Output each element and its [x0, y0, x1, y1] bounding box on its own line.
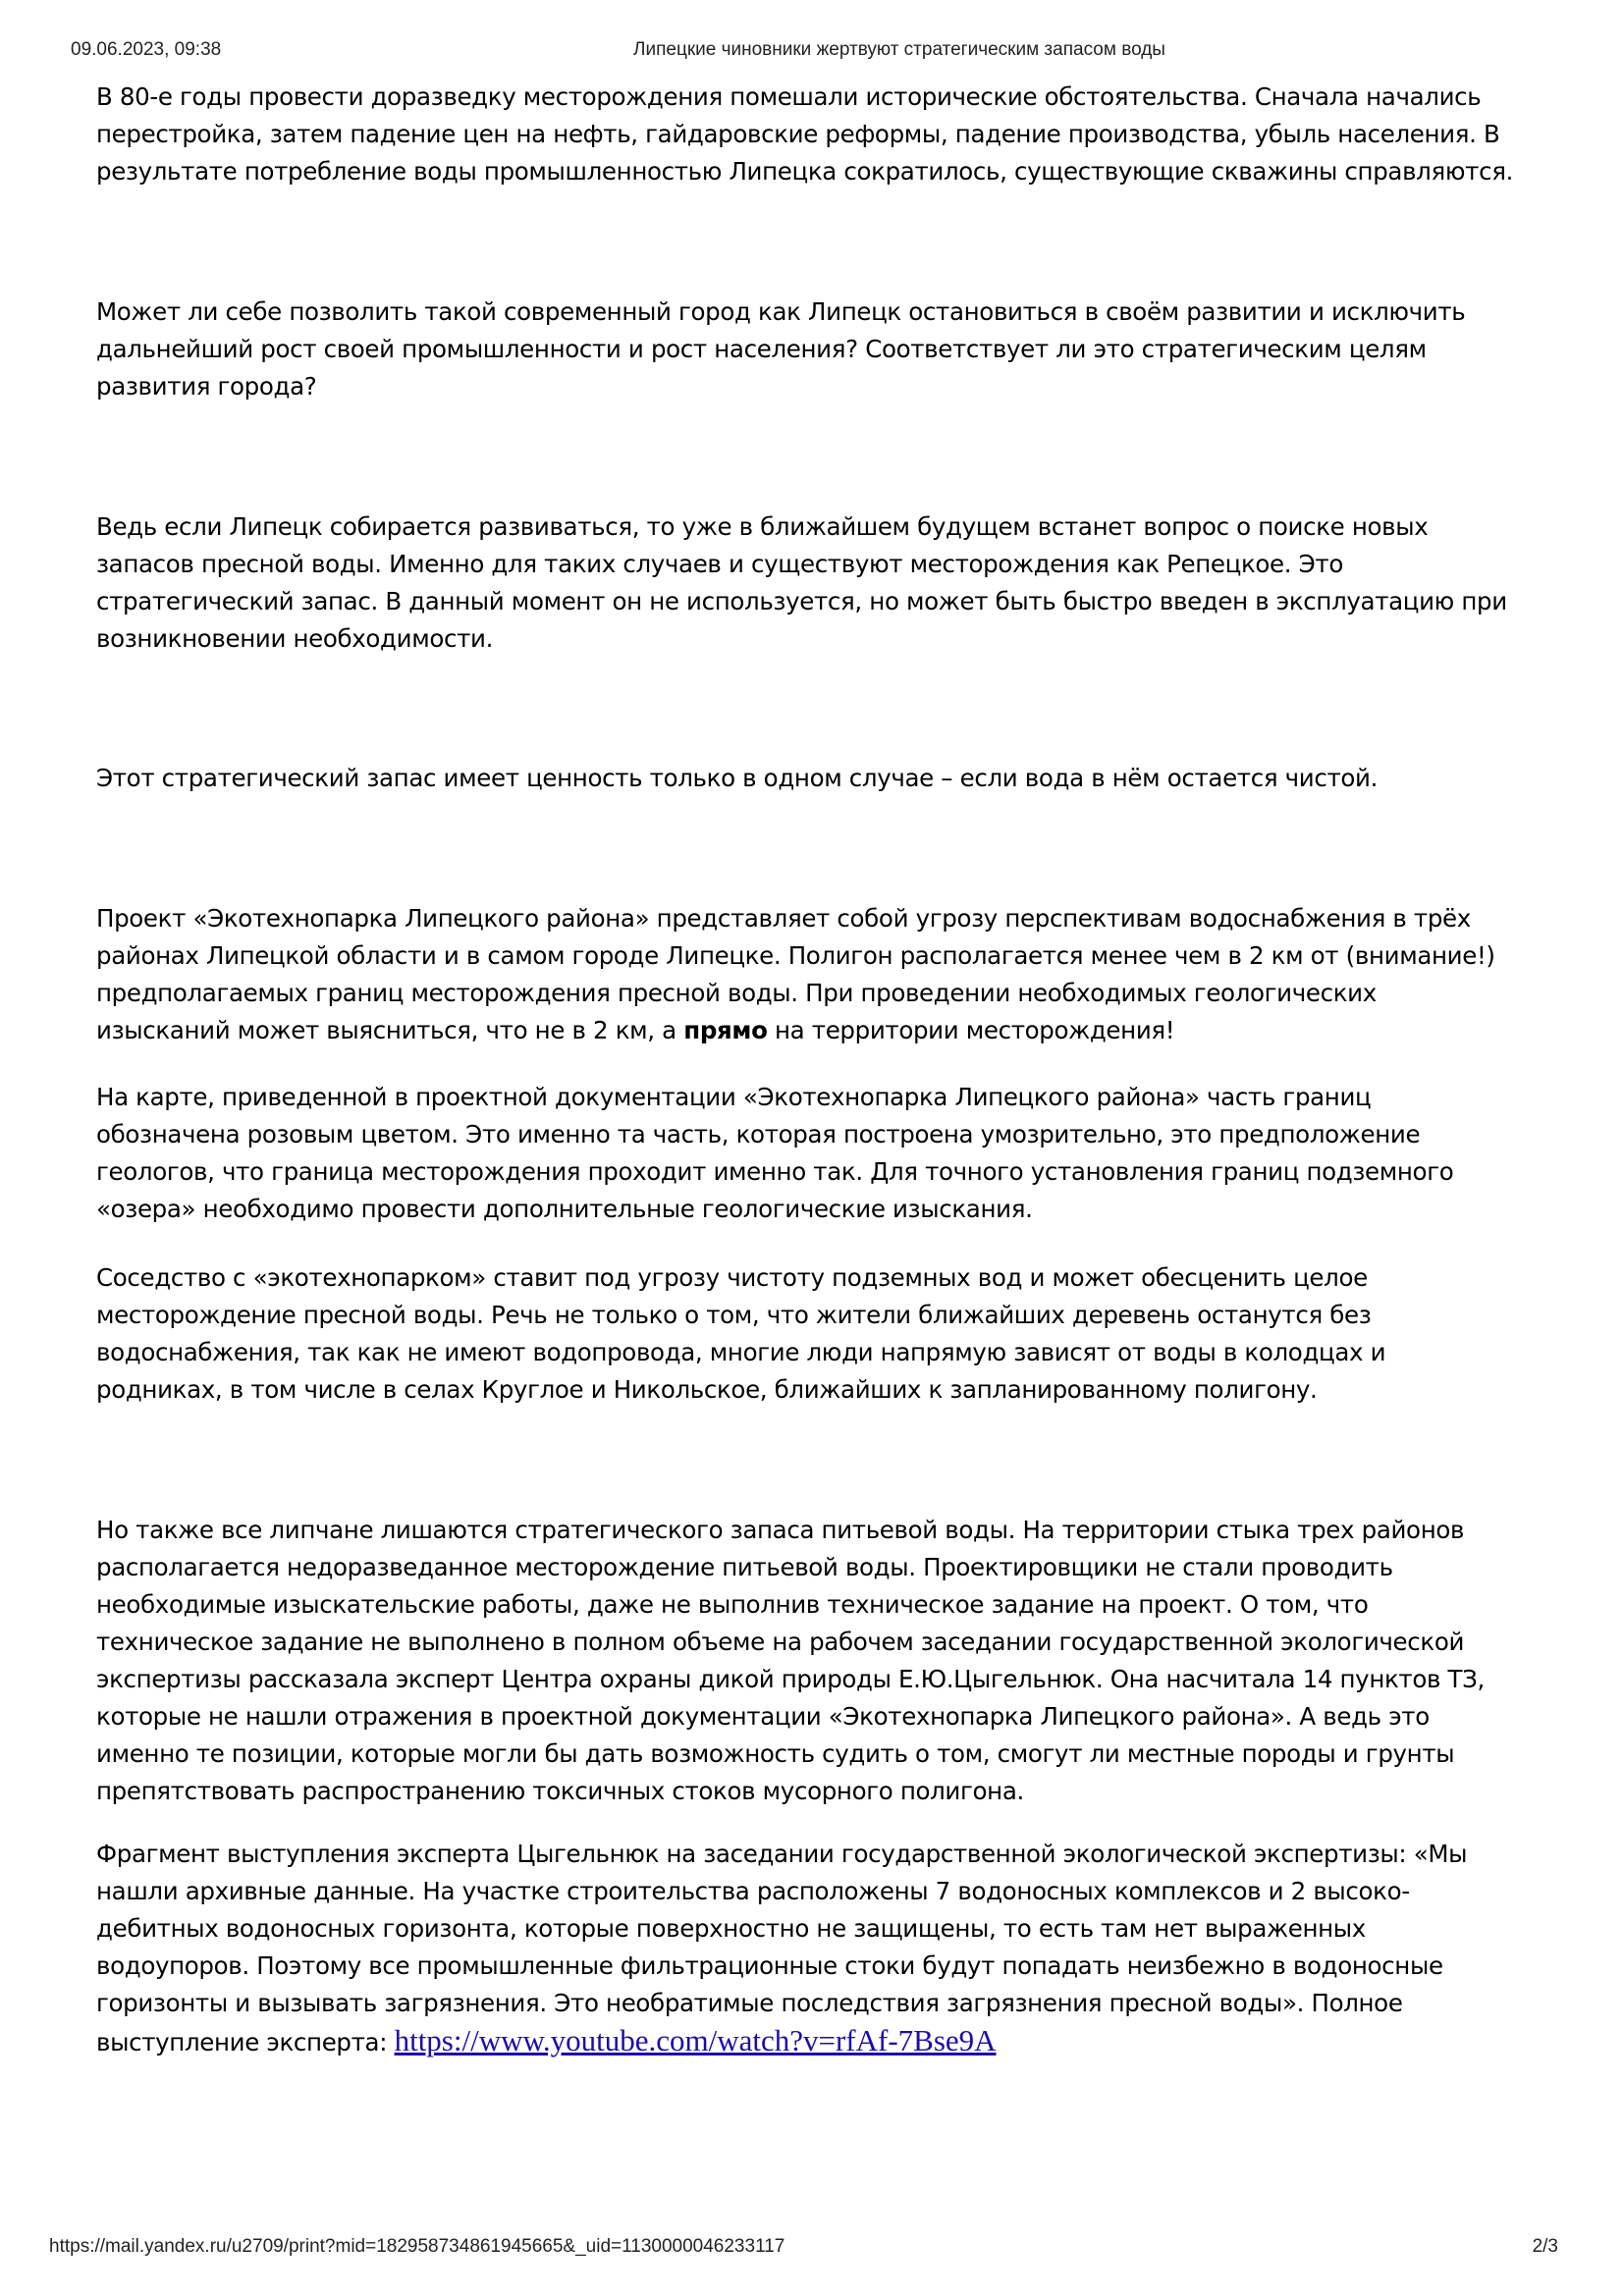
paragraph-6 — [96, 1079, 1569, 1228]
text-line: Ведь если Липецк собирается развиваться, то уже в ближайшем будущем встанет вопрос о поиске новых — [96, 512, 1429, 541]
paragraph-2 — [96, 294, 1569, 405]
page-number: 2/3 — [1532, 2236, 1558, 2257]
text-line: обозначена розовым цветом. Это именно та часть, которая построена умозрительно, это предположение — [96, 1120, 1421, 1148]
text-line: которые не нашли отражения в проектной документации «Экотехнопарка Липецкого района». А ведь это — [96, 1702, 1430, 1731]
text-line: геологов, что граница месторождения проходит именно так. Для точного установления границ подземного — [96, 1157, 1454, 1186]
text-line: техническое задание не выполнено в полном объеме на рабочем заседании государственной экологической — [96, 1628, 1465, 1656]
text-line: перестройка, затем падение цен на нефть, гайдаровские реформы, падение производства, убыль населения. В — [96, 120, 1500, 148]
text-line: нашли архивные данные. На участке строительства расположены 7 водоносных комплексов и 2 высоко- — [96, 1877, 1410, 1905]
paragraph-3 — [96, 508, 1569, 658]
text-line: горизонты и вызывать загрязнения. Это необратимые последствия загрязнения пресной воды». Полное — [96, 1989, 1403, 2017]
text-line: Проект «Экотехнопарка Липецкого района» представляет собой угрозу перспективам водоснабжения в трёх — [96, 904, 1471, 933]
text-line: районах Липецкой области и в самом городе Липецке. Полигон располагается менее чем в 2 км от (внимание!) — [96, 941, 1495, 970]
text-run: изысканий может выясниться, что не в 2 км, а — [96, 1016, 684, 1044]
text-line: необходимые изыскательские работы, даже не выполнив техническое задание на проект. О том, что — [96, 1590, 1369, 1619]
text-line: именно те позиции, которые могли бы дать возможность судить о том, смогут ли местные породы и грунты — [96, 1739, 1455, 1768]
paragraph-4 — [96, 760, 1569, 797]
text-line: запасов пресной воды. Именно для таких случаев и существуют месторождения как Репецкое. Это — [96, 550, 1343, 578]
paragraph-7 — [96, 1259, 1569, 1409]
text-line: результате потребление воды промышленностью Липецка сократилось, существующие скважины справляются. — [96, 157, 1514, 186]
text-line: возникновении необходимости. — [96, 624, 494, 653]
text-line: Но также все липчане лишаются стратегического запаса питьевой воды. На территории стыка трех районов — [96, 1516, 1465, 1544]
text-line: Фрагмент выступления эксперта Цыгельнюк на заседании государственной экологической экспертизы: «Мы — [96, 1840, 1468, 1868]
text-line: дальнейший рост своей промышленности и рост населения? Соответствует ли это стратегическим целям — [96, 335, 1427, 363]
paragraph-9 — [96, 1836, 1569, 2061]
text-run: на территории месторождения! — [767, 1016, 1175, 1044]
text-line: препятствовать распространению токсичных стоков мусорного полигона. — [96, 1777, 1024, 1805]
text-line: предполагаемых границ месторождения пресной воды. При проведении необходимых геологических — [96, 979, 1377, 1007]
footer-url: https://mail.yandex.ru/u2709/print?mid=182958734861945665&_uid=1130000046233117 — [49, 2236, 785, 2257]
text-line: стратегический запас. В данный момент он не используется, но может быть быстро введен в эксплуатацию при — [96, 587, 1507, 615]
text-line — [96, 1012, 1569, 1049]
text-line: В 80-е годы провести доразведку месторождения помешали исторические обстоятельства. Сначала начались — [96, 82, 1482, 111]
text-line: дебитных водоносных горизонта, которые поверхностно не защищены, то есть там нет выраженных — [96, 1914, 1366, 1943]
header-page-title: Липецкие чиновники жертвуют стратегическим запасом воды — [633, 39, 1165, 60]
text-line: Соседство с «экотехнопарком» ставит под угрозу чистоту подземных вод и может обесценить целое — [96, 1263, 1368, 1292]
youtube-link[interactable]: https://www.youtube.com/watch?v=rfAf-7Bse9A — [394, 2023, 997, 2057]
text-line: На карте, приведенной в проектной документации «Экотехнопарка Липецкого района» часть границ — [96, 1083, 1372, 1111]
text-line: развития города? — [96, 372, 317, 400]
header-datetime: 09.06.2023, 09:38 — [71, 39, 222, 60]
text-line: располагается недоразведанное месторождение питьевой воды. Проектировщики не стали проводить — [96, 1553, 1393, 1581]
paragraph-5 — [96, 900, 1569, 1049]
text-line: водоупоров. Поэтому все промышленные фильтрационные стоки будут попадать неизбежно в водоносные — [96, 1951, 1443, 1980]
paragraph-8 — [96, 1512, 1569, 1810]
text-line: водоснабжения, так как не имеют водопровода, многие люди напрямую зависят от воды в колодцах и — [96, 1338, 1386, 1366]
text-line: экспертизы рассказала эксперт Центра охраны дикой природы Е.Ю.Цыгельнюк. Она насчитала 14 пунктов ТЗ, — [96, 1665, 1485, 1693]
text-line: месторождение пресной воды. Речь не только о том, что жители ближайших деревень останутся без — [96, 1301, 1372, 1329]
text-line: Этот стратегический запас имеет ценность только в одном случае – если вода в нём остается чистой. — [96, 764, 1379, 792]
text-line: «озера» необходимо провести дополнительные геологические изыскания. — [96, 1195, 1033, 1223]
emphasis-text: прямо — [683, 1016, 768, 1044]
text-line: Может ли себе позволить такой современный город как Липецк остановиться в своём развитии и исключить — [96, 297, 1466, 326]
text-line — [96, 2022, 1569, 2061]
text-line: родниках, в том числе в селах Круглое и Никольское, ближайших к запланированному полигону. — [96, 1375, 1318, 1404]
paragraph-1 — [96, 79, 1569, 190]
text-run: выступление эксперта: — [96, 2028, 395, 2056]
